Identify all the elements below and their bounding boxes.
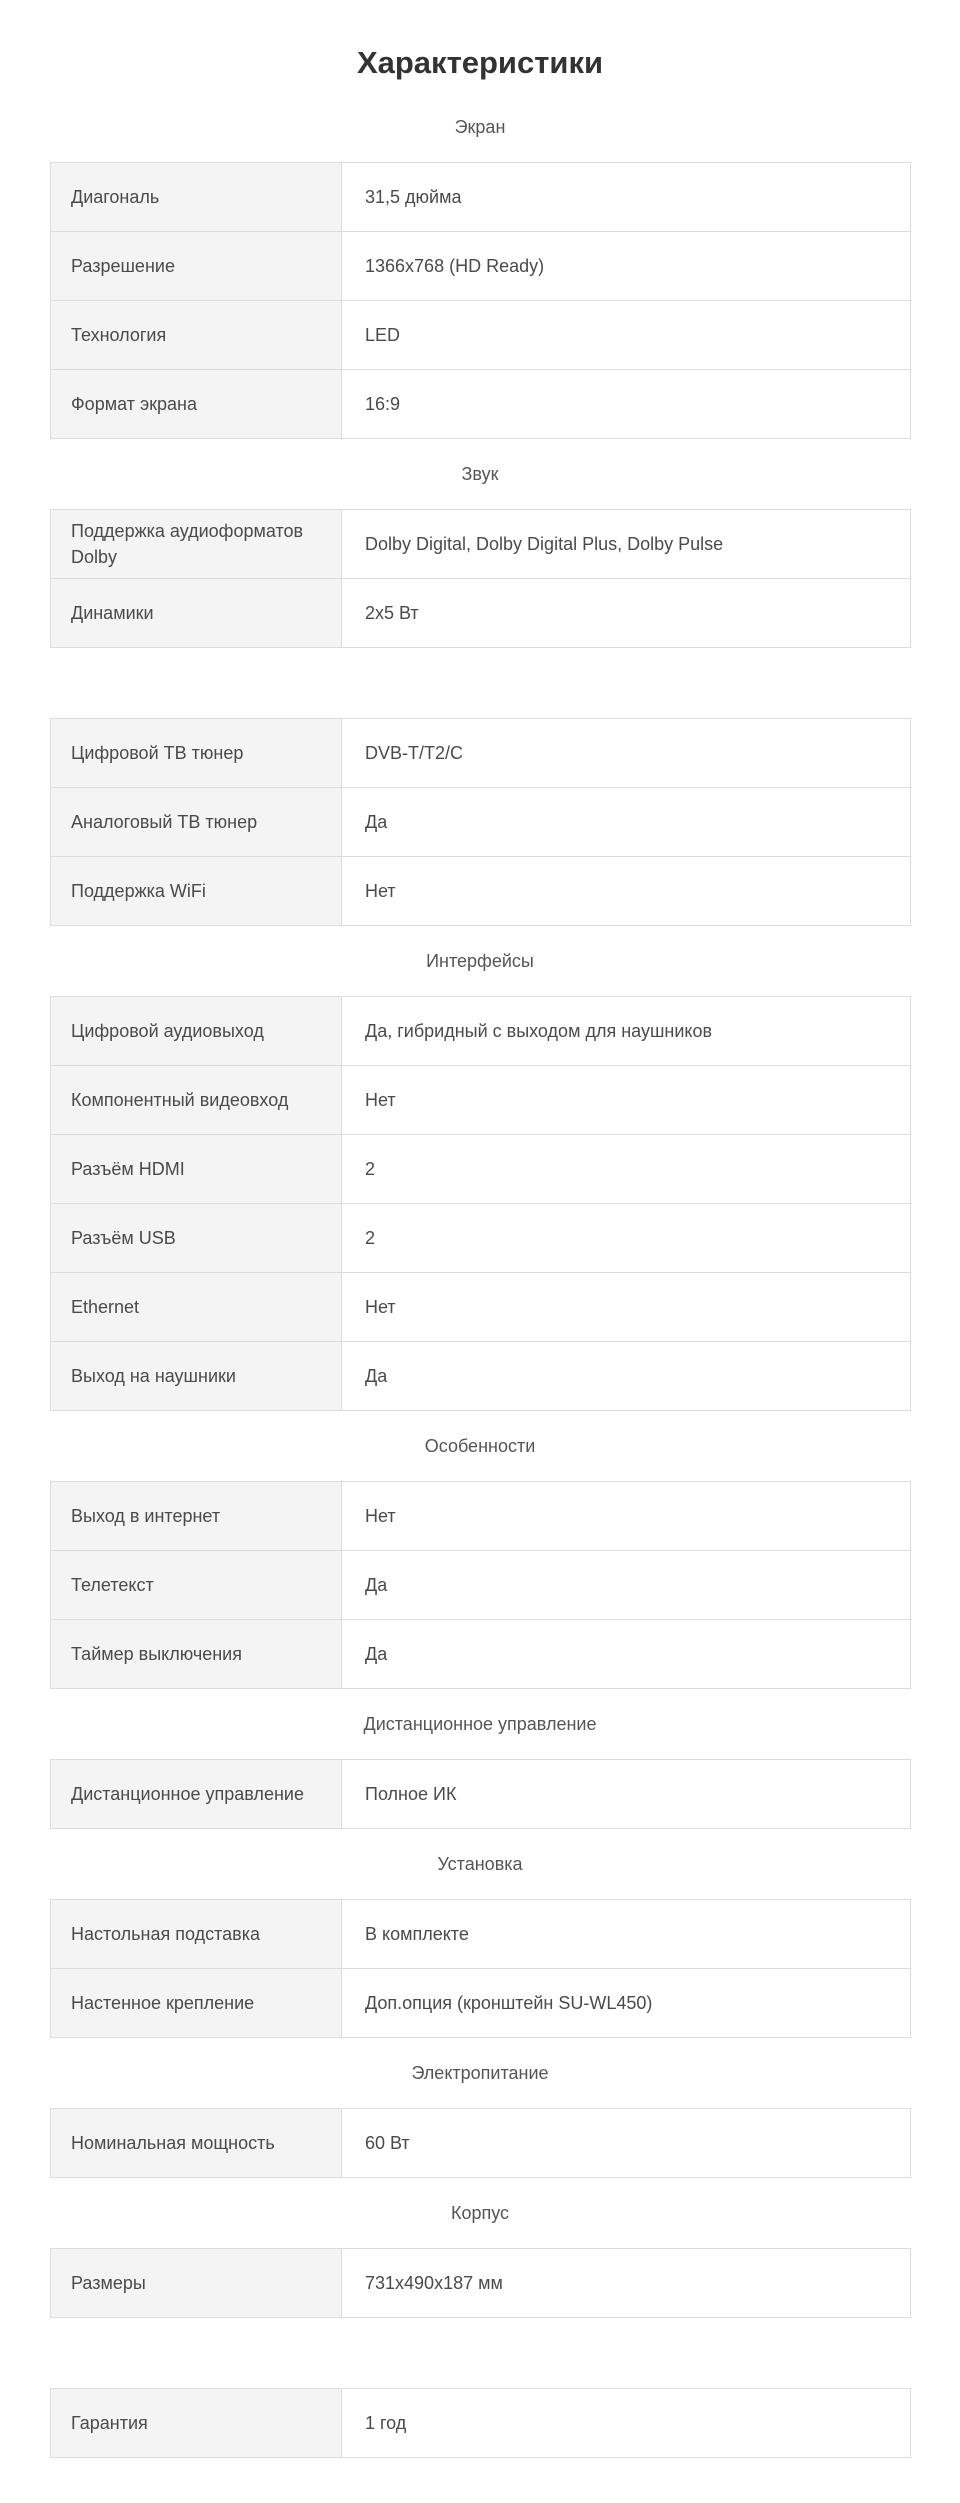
spec-label: Размеры (51, 2249, 342, 2317)
section-title: Дистанционное управление (363, 1714, 597, 1734)
section-title: Интерфейсы (426, 951, 534, 971)
spec-table (50, 996, 911, 1411)
spec-value: 2 (342, 1204, 910, 1272)
section-title: Звук (461, 464, 499, 484)
spec-value: DVB-T/T2/C (342, 719, 910, 787)
spec-label: Телетекст (51, 1551, 342, 1619)
table-row (51, 163, 910, 232)
spec-value: Да (342, 1342, 910, 1410)
spec-value: Да, гибридный с выходом для наушников (342, 997, 910, 1065)
table-row (51, 2249, 910, 2318)
table-row (51, 719, 910, 788)
spec-table (50, 1899, 911, 2038)
spec-value: 31,5 дюйма (342, 163, 910, 231)
spec-value: 1 год (342, 2389, 910, 2457)
spec-label: Таймер выключения (51, 1620, 342, 1688)
spec-table (50, 1759, 911, 1829)
table-row (51, 788, 910, 857)
spec-label: Дистанционное управление (51, 1760, 342, 1828)
spec-label: Аналоговый ТВ тюнер (51, 788, 342, 856)
table-row (51, 2109, 910, 2178)
spec-value: Dolby Digital, Dolby Digital Plus, Dolby Pulse (342, 510, 910, 578)
page-title: Характеристики (356, 45, 604, 80)
section-title (0, 2318, 960, 2388)
spec-value: 60 Вт (342, 2109, 910, 2177)
spec-table (50, 718, 911, 926)
spec-value: 1366x768 (HD Ready) (342, 232, 910, 300)
table-row (51, 1620, 910, 1689)
spec-value: 2 (342, 1135, 910, 1203)
spec-label: Формат экрана (51, 370, 342, 438)
table-row (51, 510, 910, 579)
spec-label: Номинальная мощность (51, 2109, 342, 2177)
table-row (51, 1342, 910, 1411)
table-row (51, 370, 910, 439)
table-row (51, 1273, 910, 1342)
table-row (51, 1969, 910, 2038)
section-title (0, 648, 960, 718)
table-row (51, 1135, 910, 1204)
spec-label: Настенное крепление (51, 1969, 342, 2037)
spec-table (50, 1481, 911, 1689)
section-title: Установка (437, 1854, 523, 1874)
table-row (51, 857, 910, 926)
section-title: Корпус (450, 2203, 510, 2223)
table-row (51, 1551, 910, 1620)
spec-label: Диагональ (51, 163, 342, 231)
spec-label: Выход на наушники (51, 1342, 342, 1410)
section-title: Электропитание (411, 2063, 549, 2083)
spec-value: В комплекте (342, 1900, 910, 1968)
spec-label: Разъём USB (51, 1204, 342, 1272)
spec-label: Гарантия (51, 2389, 342, 2457)
spec-label: Динамики (51, 579, 342, 647)
spec-value: 2x5 Вт (342, 579, 910, 647)
spec-value: Да (342, 1551, 910, 1619)
spec-label: Ethernet (51, 1273, 342, 1341)
table-row (51, 1066, 910, 1135)
spec-table (50, 2108, 911, 2178)
section-title: Экран (454, 117, 506, 137)
table-row (51, 1760, 910, 1829)
table-row (51, 2389, 910, 2458)
spec-table (50, 162, 911, 439)
table-row (51, 1204, 910, 1273)
spec-value: Нет (342, 1273, 910, 1341)
spec-table (50, 2388, 911, 2458)
spec-value: Нет (342, 1482, 910, 1550)
table-row (51, 1900, 910, 1969)
table-row (51, 997, 910, 1066)
spec-value: 16:9 (342, 370, 910, 438)
spec-value: Полное ИК (342, 1760, 910, 1828)
table-row (51, 579, 910, 648)
spec-value: Да (342, 788, 910, 856)
spec-label: Цифровой ТВ тюнер (51, 719, 342, 787)
table-row (51, 301, 910, 370)
section-title: Особенности (424, 1436, 536, 1456)
spec-value: Нет (342, 857, 910, 925)
spec-value: Доп.опция (кронштейн SU-WL450) (342, 1969, 910, 2037)
spec-label: Разрешение (51, 232, 342, 300)
spec-label: Разъём HDMI (51, 1135, 342, 1203)
spec-value: Нет (342, 1066, 910, 1134)
table-row (51, 232, 910, 301)
spec-label: Технология (51, 301, 342, 369)
spec-value: Да (342, 1620, 910, 1688)
spec-table (50, 509, 911, 648)
spec-sections (0, 92, 960, 2458)
table-row (51, 1482, 910, 1551)
spec-label: Компонентный видеовход (51, 1066, 342, 1134)
spec-table (50, 2248, 911, 2318)
spec-value: LED (342, 301, 910, 369)
spec-value: 731x490x187 мм (342, 2249, 910, 2317)
spec-label: Поддержка WiFi (51, 857, 342, 925)
spec-label: Поддержка аудиоформатов Dolby (51, 510, 342, 578)
spec-label: Цифровой аудиовыход (51, 997, 342, 1065)
spec-label: Настольная подставка (51, 1900, 342, 1968)
spec-label: Выход в интернет (51, 1482, 342, 1550)
